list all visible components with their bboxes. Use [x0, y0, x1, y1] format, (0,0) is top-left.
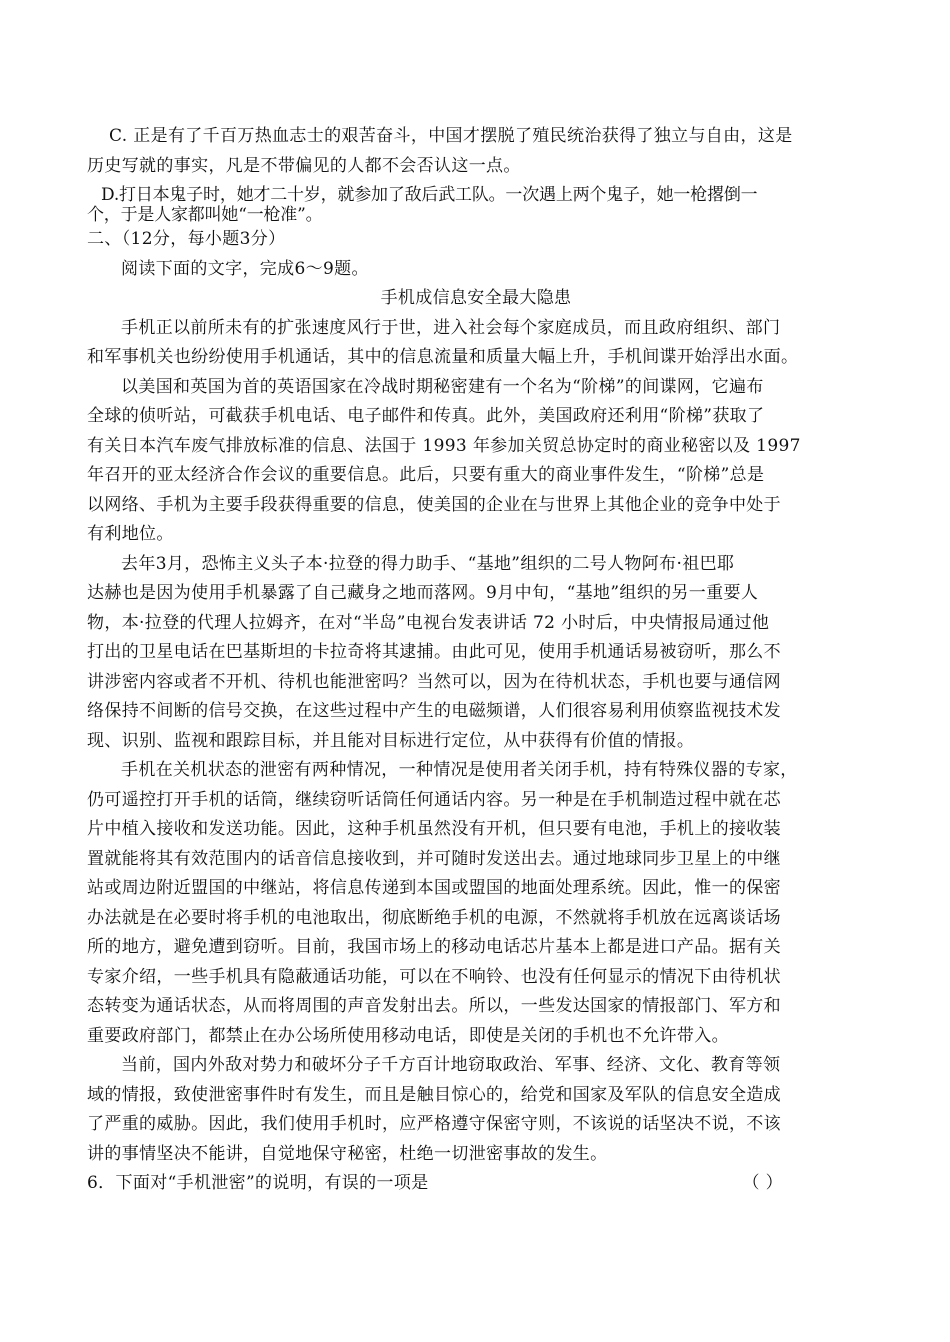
option-c-line-2: 历史写就的事实，凡是不带偏见的人都不会否认这一点。	[87, 155, 521, 176]
article-paragraph-4	[87, 756, 865, 1051]
paragraph-line: 讲涉密内容或者不开机、待机也能泄密吗？当然可以，因为在待机状态，手机也要与通信网	[87, 671, 781, 692]
paragraph-line: 域的情报，致使泄密事件时有发生，而且是触目惊心的，给党和国家及军队的信息安全造成	[87, 1084, 781, 1105]
article-paragraph-5	[87, 1051, 865, 1169]
exam-page	[87, 122, 865, 1199]
section-instruction: 阅读下面的文字，完成6～9题。	[121, 258, 369, 279]
paragraph-line: 所的地方，避免遭到窃听。目前，我国市场上的移动电话芯片基本上都是进口产品。据有关	[87, 937, 781, 957]
paragraph-line: 手机正以前所未有的扩张速度风行于世，进入社会每个家庭成员，而且政府组织、部门	[121, 317, 781, 338]
paragraph-line: 去年3月，恐怖主义头子本·拉登的得力助手、“基地”组织的二号人物阿布·祖巴耶	[121, 553, 735, 574]
paragraph-line: 置就能将其有效范围内的话音信息接收到，并可随时发送出去。通过地球同步卫星上的中继	[87, 848, 781, 869]
paragraph-line: 年召开的亚太经济合作会议的重要信息。此后，只要有重大的商业事件发生，“阶梯”总是	[87, 465, 765, 485]
article-title: 手机成信息安全最大隐患	[380, 288, 572, 308]
question-6	[87, 1169, 865, 1199]
paragraph-line: 达赫也是因为使用手机暴露了自己藏身之地而落网。9月中旬，“基地”组织的另一重要人	[87, 583, 759, 603]
article-paragraph-3	[87, 550, 865, 757]
article-paragraph-1	[87, 314, 865, 373]
option-d-line-2: 个，于是人家都叫她“一枪准”。	[87, 205, 323, 225]
paragraph-line: 物，本·拉登的代理人拉姆齐，在对“半岛”电视台发表讲话 72 小时后，中央情报局通过他	[87, 612, 770, 633]
question-6-text: 6．下面对“手机泄密”的说明，有误的一项是	[87, 1173, 429, 1193]
paragraph-line: 讲的事情坚决不能讲，自觉地保守秘密，杜绝一切泄密事故的发生。	[87, 1143, 608, 1164]
paragraph-line: 有关日本汽车废气排放标准的信息、法国于 1993 年参加关贸总协定时的商业秘密以及 1997	[87, 435, 801, 456]
paragraph-line: 重要政府部门，都禁止在办公场所使用移动电话，即使是关闭的手机也不允许带入。	[87, 1025, 729, 1046]
paragraph-line: 有利地位。	[87, 524, 174, 544]
paragraph-line: 当前，国内外敌对势力和破坏分子千方百计地窃取政治、军事、经济、文化、教育等领	[121, 1055, 781, 1075]
option-d-line-1: D.打日本鬼子时，她才二十岁，就参加了敌后武工队。一次遇上两个鬼子，她一枪撂倒一	[101, 185, 758, 205]
paragraph-line: 专家介绍，一些手机具有隐蔽通话功能，可以在不响铃、也没有任何显示的情况下由待机状	[87, 966, 781, 987]
paragraph-line: 了严重的威胁。因此，我们使用手机时，应严格遵守保密守则，不该说的话坚决不说，不该	[87, 1114, 781, 1134]
paragraph-line: 仍可遥控打开手机的话筒，继续窃听话筒任何通话内容。另一种是在手机制造过程中就在芯	[87, 789, 781, 810]
paragraph-line: 全球的侦听站，可截获手机电话、电子邮件和传真。此外，美国政府还利用“阶梯”获取了	[87, 406, 765, 426]
section-heading: 二、（12分，每小题3分）	[87, 229, 286, 249]
option-c-line-1: C. 正是有了千百万热血志士的艰苦奋斗，中国才摆脱了殖民统治获得了独立与自由，这是	[109, 126, 793, 146]
paragraph-line: 办法就是在必要时将手机的电池取出，彻底断绝手机的电源，不然就将手机放在远离谈话场	[87, 907, 781, 928]
paragraph-line: 站或周边附近盟国的中继站，将信息传递到本国或盟国的地面处理系统。因此，惟一的保密	[87, 878, 781, 898]
paragraph-line: 以网络、手机为主要手段获得重要的信息，使美国的企业在与世界上其他企业的竞争中处于	[87, 494, 781, 515]
paragraph-line: 以美国和英国为首的英语国家在冷战时期秘密建有一个名为“阶梯”的间谍网，它遍布	[121, 376, 764, 397]
paragraph-line: 态转变为通话状态，从而将周围的声音发射出去。所以，一些发达国家的情报部门、军方和	[87, 996, 781, 1016]
answer-blank: （ ）	[742, 1173, 783, 1193]
paragraph-line: 手机在关机状态的泄密有两种情况，一种情况是使用者关闭手机，持有特殊仪器的专家，	[121, 760, 798, 780]
paragraph-line: 片中植入接收和发送功能。因此，这种手机虽然没有开机，但只要有电池，手机上的接收装	[87, 819, 781, 839]
article-paragraph-2	[87, 373, 865, 550]
paragraph-line: 和军事机关也纷纷使用手机通话，其中的信息流量和质量大幅上升，手机间谍开始浮出水面。	[87, 347, 799, 367]
paragraph-line: 现、识别、监视和跟踪目标，并且能对目标进行定位，从中获得有价值的情报。	[87, 730, 695, 751]
paragraph-line: 络保持不间断的信号交换，在这些过程中产生的电磁频谱，人们很容易利用侦察监视技术发	[87, 701, 781, 721]
paragraph-line: 打出的卫星电话在巴基斯坦的卡拉奇将其逮捕。由此可见，使用手机通话易被窃听，那么不	[87, 642, 781, 662]
